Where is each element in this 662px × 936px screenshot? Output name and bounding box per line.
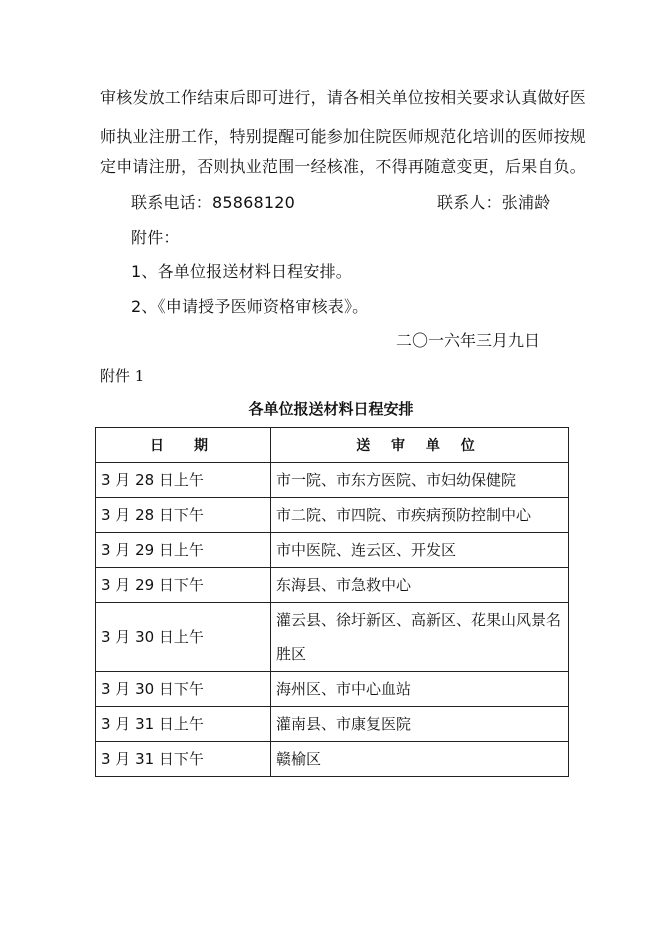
cell-units: 灌南县、市康复医院 xyxy=(271,707,569,742)
contact-person: 联系人：张浦龄 xyxy=(437,193,551,212)
cell-date: 3 月 30 日上午 xyxy=(96,603,271,672)
cell-units: 赣榆区 xyxy=(271,742,569,777)
table-row xyxy=(96,568,569,603)
table-row xyxy=(96,533,569,568)
header-units: 送 审 单 位 xyxy=(271,428,569,463)
contact-line xyxy=(131,193,551,213)
attachment-item-2: 2、《申请授予医师资格审核表》。 xyxy=(131,297,369,316)
cell-units: 市一院、市东方医院、市妇幼保健院 xyxy=(271,463,569,498)
body-line-1: 审核发放工作结束后即可进行，请各相关单位按相关要求认真做好医 xyxy=(100,88,587,107)
cell-date: 3 月 28 日下午 xyxy=(96,498,271,533)
cell-date: 3 月 28 日上午 xyxy=(96,463,271,498)
table-row xyxy=(96,603,569,672)
cell-units: 市二院、市四院、市疾病预防控制中心 xyxy=(271,498,569,533)
issue-date: 二〇一六年三月九日 xyxy=(396,331,541,350)
table-row xyxy=(96,498,569,533)
cell-date: 3 月 29 日下午 xyxy=(96,568,271,603)
cell-units: 东海县、市急救中心 xyxy=(271,568,569,603)
contact-phone: 联系电话：85868120 xyxy=(131,193,296,212)
cell-units: 灌云县、徐圩新区、高新区、花果山风景名胜区 xyxy=(271,603,569,672)
body-line-3: 定申请注册，否则执业范围一经核准，不得再随意变更，后果自负。 xyxy=(100,157,587,176)
cell-date: 3 月 31 日上午 xyxy=(96,707,271,742)
table-row xyxy=(96,672,569,707)
schedule-table xyxy=(95,427,569,777)
table-row xyxy=(96,742,569,777)
table-header-row xyxy=(96,428,569,463)
body-line-2: 师执业注册工作，特别提醒可能参加住院医师规范化培训的医师按规 xyxy=(100,127,587,146)
appendix-label: 附件 1 xyxy=(100,367,145,385)
cell-date: 3 月 29 日上午 xyxy=(96,533,271,568)
table-row xyxy=(96,707,569,742)
cell-units: 海州区、市中心血站 xyxy=(271,672,569,707)
cell-date: 3 月 30 日下午 xyxy=(96,672,271,707)
table-title: 各单位报送材料日程安排 xyxy=(248,400,414,418)
attachments-label: 附件： xyxy=(131,228,180,247)
cell-date: 3 月 31 日下午 xyxy=(96,742,271,777)
cell-units: 市中医院、连云区、开发区 xyxy=(271,533,569,568)
table-row xyxy=(96,463,569,498)
header-date: 日 期 xyxy=(96,428,271,463)
attachment-item-1: 1、各单位报送材料日程安排。 xyxy=(131,262,352,281)
